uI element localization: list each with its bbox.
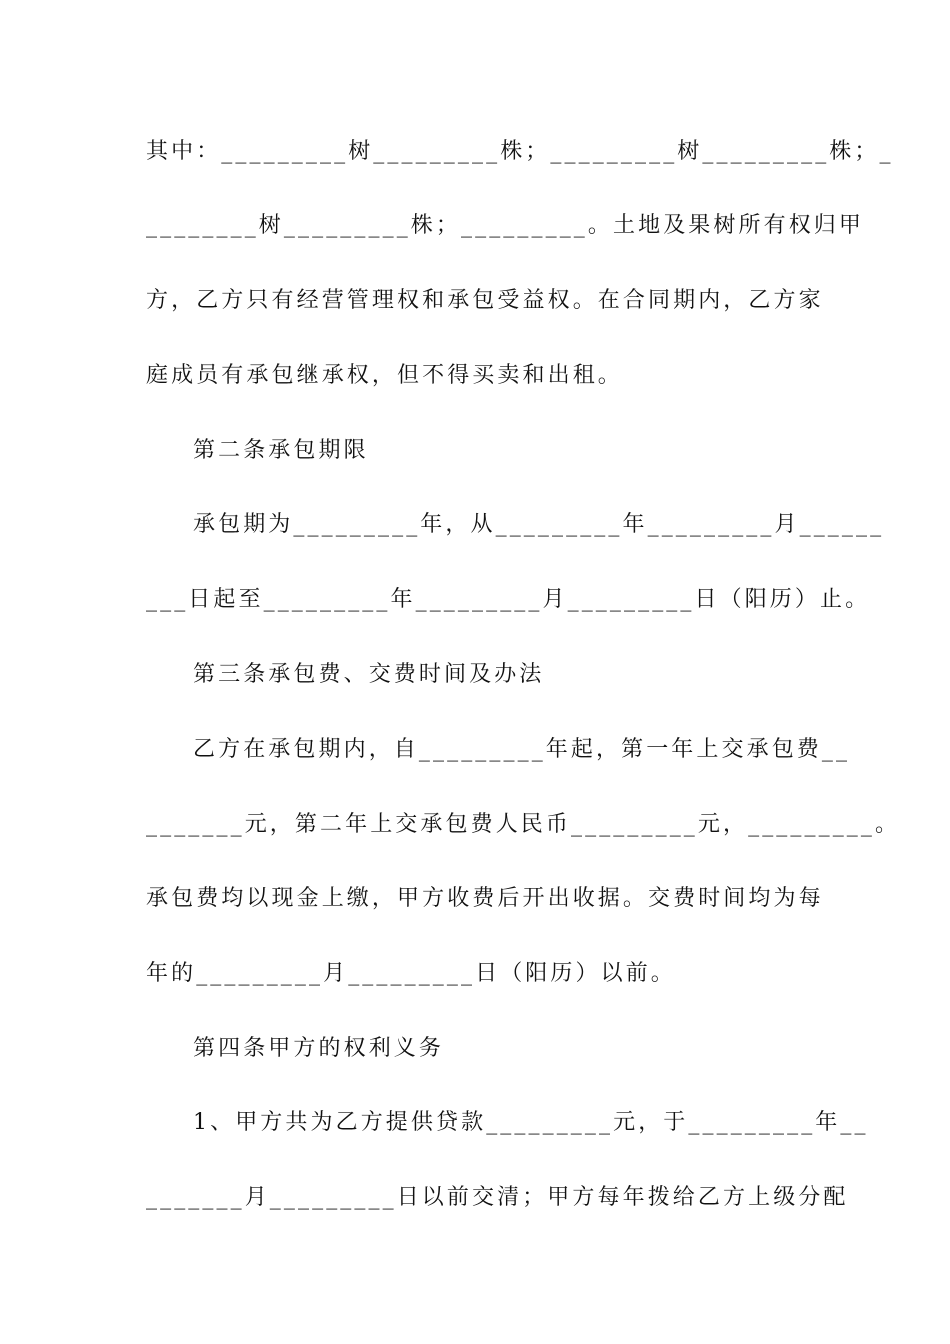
contract-text-line: 庭成员有承包继承权，但不得买卖和出租。 xyxy=(146,363,623,388)
contract-text-line: ___日起至_________年_________月_________日（阳历）止。 xyxy=(146,587,871,612)
contract-text-line: ________树_________株；_________。土地及果树所有权归甲 xyxy=(146,213,865,238)
section-heading-article-2: 第二条承包期限 xyxy=(193,438,369,463)
contract-text-line: 承包费均以现金上缴，甲方收费后开出收据。交费时间均为每 xyxy=(146,886,824,911)
section-heading-article-3: 第三条承包费、交费时间及办法 xyxy=(193,662,545,687)
section-heading-article-4: 第四条甲方的权利义务 xyxy=(193,1036,445,1061)
contract-text-line: 其中：_________树_________株；_________树_________株；_ xyxy=(146,139,894,164)
contract-text-line: 年的_________月_________日（阳历）以前。 xyxy=(146,961,676,986)
contract-text-line: _______月_________日以前交清；甲方每年拨给乙方上级分配 xyxy=(146,1185,849,1210)
contract-text-line: 承包期为_________年，从_________年_________月______ xyxy=(193,512,885,537)
contract-text-line: 1、甲方共为乙方提供贷款_________元，于_________年__ xyxy=(193,1110,869,1135)
contract-text-line: 乙方在承包期内，自_________年起，第一年上交承包费__ xyxy=(193,737,851,762)
contract-text-line: _______元，第二年上交承包费人民币_________元，_________。 xyxy=(146,812,901,837)
contract-text-line: 方，乙方只有经营管理权和承包受益权。在合同期内，乙方家 xyxy=(146,288,824,313)
